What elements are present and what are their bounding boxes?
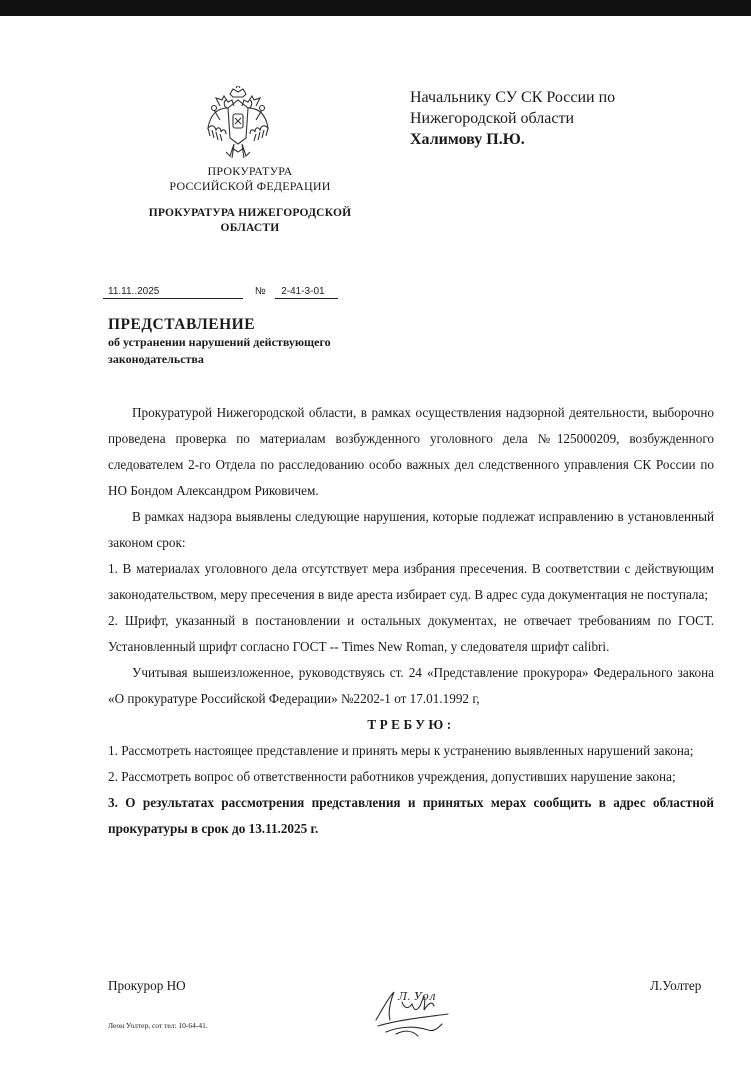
- requirement-item-3-text: О результатах рассмотрения представления и принятых мерах сообщить в адрес областной прокуратуры в срок до 13.11.2025 г.: [108, 795, 714, 836]
- org-line-1: ПРОКУРАТУРА: [207, 164, 293, 178]
- contact-footer: Леон Уолтер, сот тел: 10-64-41.: [108, 1021, 208, 1030]
- addressee-line-2: Нижегородской области: [410, 110, 575, 127]
- paragraph-inspection: Прокуратурой Нижегородской области, в рамках осуществления надзорной деятельности, выборочно проведена проверка по материалам возбужденного уголовного дела №125000209, возбужденного следователем 2-го Отдела по расследованию особо важных дел следственного управления СК России по НО Бондом Александром Риковичем.: [108, 405, 714, 498]
- org-header-regional: ПРОКУРАТУРА НИЖЕГОРОДСКОЙ ОБЛАСТИ: [148, 207, 352, 234]
- org-header-federal: [150, 164, 350, 194]
- violation-item-2: 2. Шрифт, указанный в постановлении и остальных документах, не отвечает требованиям по ГОСТ. Установленный шрифт согласно ГОСТ -- Times New Roman, у следователя шрифт calibri.: [108, 613, 714, 654]
- signer-position: Прокурор НО: [108, 978, 186, 993]
- requirement-item-3-number: 3.: [108, 795, 118, 810]
- addressee-line-1: Начальнику СУ СК России по: [410, 89, 616, 106]
- requirement-item-2: 2. Рассмотреть вопрос об ответственности работников учреждения, допустивших нарушение закона;: [108, 769, 676, 784]
- double-headed-eagle-emblem-icon: [206, 86, 270, 166]
- violation-item-1: 1. В материалах уголовного дела отсутствует мера избрания пресечения. В соответствии с действующим законодательством, меру пресечения в виде ареста избирает суд. В адрес суда документация не поступала;: [108, 561, 714, 602]
- document-subtitle: об устранении нарушений действующего законодательства: [108, 335, 331, 366]
- number-label: №: [254, 286, 266, 297]
- top-dark-bar: [0, 0, 751, 16]
- number-underline: [275, 298, 338, 299]
- requirement-item-3: [108, 790, 714, 842]
- signature-script-text: Л. Уол: [398, 990, 436, 1003]
- paragraph-legal-basis: Учитывая вышеизложенное, руководствуясь ст. 24 «Представление прокурора» Федерального закона «О прокуратуре Российской Федерации» №2202-1 от 17.01.1992 г,: [108, 665, 714, 706]
- demand-heading: ТРЕБУЮ:: [367, 717, 455, 732]
- addressee-block: [410, 87, 730, 150]
- paragraph-violations-intro: В рамках надзора выявлены следующие нарушения, которые подлежат исправлению в установленный законом срок:: [108, 509, 714, 550]
- document-date: 11.11..2025: [108, 286, 160, 297]
- signer-name: Л.Уолтер: [650, 978, 702, 993]
- document-number: 2-41-3-01: [281, 286, 325, 297]
- handwritten-signature: [368, 980, 468, 1040]
- addressee-name: Халимову П.Ю.: [410, 131, 525, 148]
- document-title: ПРЕДСТАВЛЕНИЕ: [108, 316, 256, 333]
- requirement-item-1: 1. Рассмотреть настоящее представление и принять меры к устранению выявленных нарушений закона;: [108, 743, 694, 758]
- org-line-2: РОССИЙСКОЙ ФЕДЕРАЦИИ: [169, 179, 331, 193]
- date-underline: [103, 298, 243, 299]
- document-body: [108, 400, 714, 842]
- date-number-row: [108, 286, 325, 297]
